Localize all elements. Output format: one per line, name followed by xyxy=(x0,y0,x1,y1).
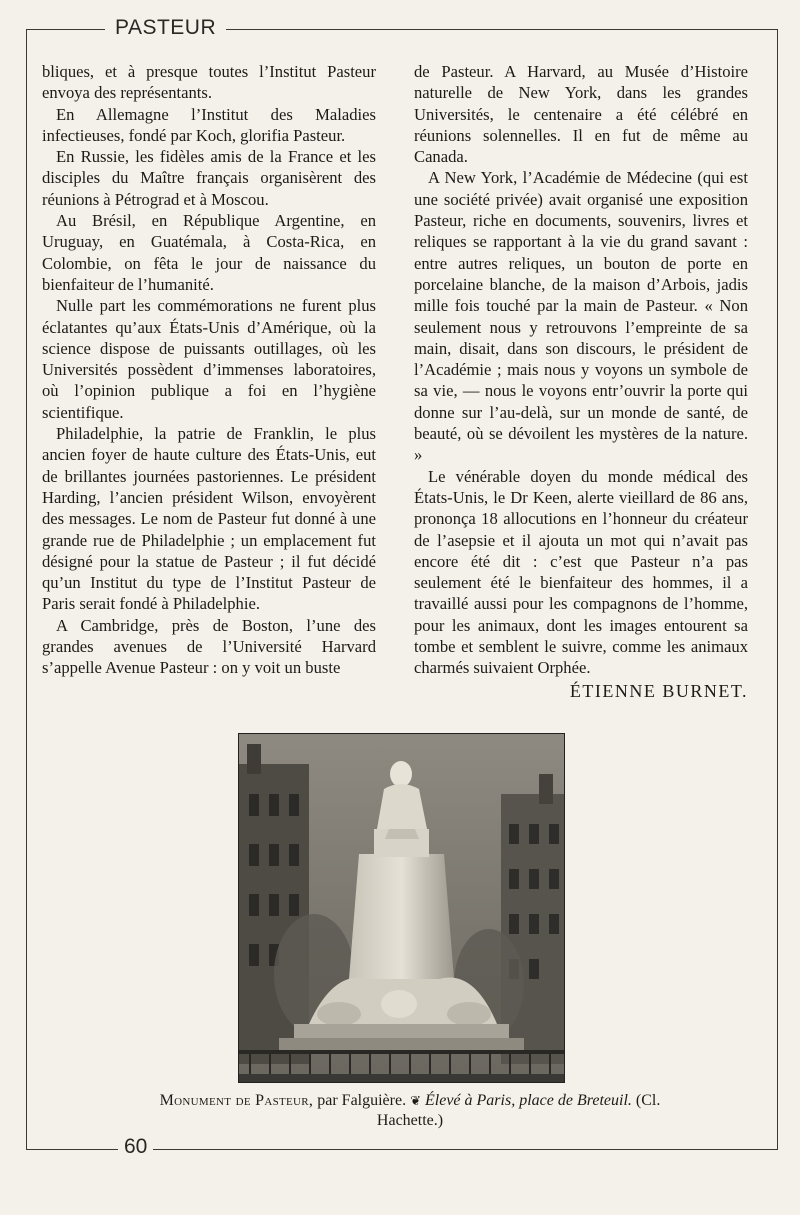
paragraph: Philadelphie, la patrie de Franklin, le plus ancien foyer de haute culture des États-Unis, eut de brillantes journées pastoriennes. Le président Harding, l’ancien président Wilson, envoyèrent des messages. Le nom de Pasteur fut donné à une grande rue de Philadelphie ; un emplacement fut désigné pour la statue de Pasteur ; il fut décidé qu’un Institut du type de l’Institut Pasteur de Paris serait fondé à Philadelphie. xyxy=(42,424,376,614)
frame-right-rule xyxy=(777,29,778,1149)
right-column xyxy=(414,61,748,702)
caption-title: Monument de Pasteur, xyxy=(159,1092,314,1109)
fleuron-icon: ❦ xyxy=(410,1093,421,1108)
paragraph: Nulle part les commémorations ne furent plus éclatantes qu’aux États-Unis d’Amérique, où la science dispose de puissants outillages, où les Universités possèdent d’immenses laboratoires, où l’opinion publique a foi en l’hygiène scientifique. xyxy=(42,296,376,422)
paragraph: En Russie, les fidèles amis de la France et les disciples du Maître français organisèrent des réunions à Pétrograd et à Moscou. xyxy=(42,147,376,209)
left-column xyxy=(42,61,376,679)
caption-credit: (Cl. Hachette.) xyxy=(376,1092,661,1129)
paragraph: de Pasteur. A Harvard, au Musée d’Histoire naturelle de New York, dans les grandes Universités, le centenaire a été célébré en réunions solennelles. Il en fut de même au Canada. xyxy=(414,62,748,167)
author-signature: ÉTIENNE BURNET. xyxy=(569,680,748,701)
figure-caption xyxy=(150,1091,670,1131)
monument-photograph xyxy=(238,733,565,1083)
caption-location: Élevé à Paris, place de Breteuil. xyxy=(425,1092,632,1109)
caption-author: par Falguière. xyxy=(317,1092,407,1109)
paragraph: En Allemagne l’Institut des Maladies infectieuses, fondé par Koch, glorifia Pasteur. xyxy=(42,104,376,145)
running-title: PASTEUR xyxy=(105,16,226,40)
paragraph: Le vénérable doyen du monde médical des États-Unis, le Dr Keen, alerte vieillard de 86 ans, prononça 18 allocutions en l’honneur du créateur de l’asepsie et il ajouta un mot qui n’avait pas encore été dit : c’est que Pasteur n’a pas seulement été le bienfaiteur des hommes, il a travaillé aussi pour les compagnons de l’homme, pour les animaux, dont les images entourent sa tombe et semblent le suivre, comme les animaux charmés suivaient Orphée. xyxy=(414,466,748,678)
frame-left-rule xyxy=(26,29,27,1149)
paragraph: A Cambridge, près de Boston, l’une des grandes avenues de l’Université Harvard s’appelle Avenue Pasteur : on y voit un buste xyxy=(42,615,376,678)
paragraph: A New York, l’Académie de Médecine (qui est une société privée) avait organisé une exposition Pasteur, riche en documents, souvenirs, livres et reliques se rapportant à la vie du grand savant : entre autres reliques, un bouton de porte en porcelaine blanche, de la maison d’Arbois, jadis mille fois touché par la main de Pasteur. « Non seulement nous y retrouvons l’empreinte de sa main, disait, dans son discours, le président de l’Académie ; mais nous y voyons un symbole de sa vie, — nous le voyons entr’ouvrir la porte qui donne sur l’au-delà, sur un monde de santé, de beauté, où se dévoilent les mystères de la nature. » xyxy=(414,168,748,465)
monument-illustration xyxy=(239,734,564,1082)
paragraph: bliques, et à presque toutes l’Institut Pasteur envoya des représentants. xyxy=(42,62,376,103)
page-number: 60 xyxy=(118,1135,153,1159)
paragraph: Au Brésil, en République Argentine, en Uruguay, en Guatémala, à Costa-Rica, en Colombie, on fêta le jour de naissance du bienfaiteur de l’humanité. xyxy=(42,211,376,294)
